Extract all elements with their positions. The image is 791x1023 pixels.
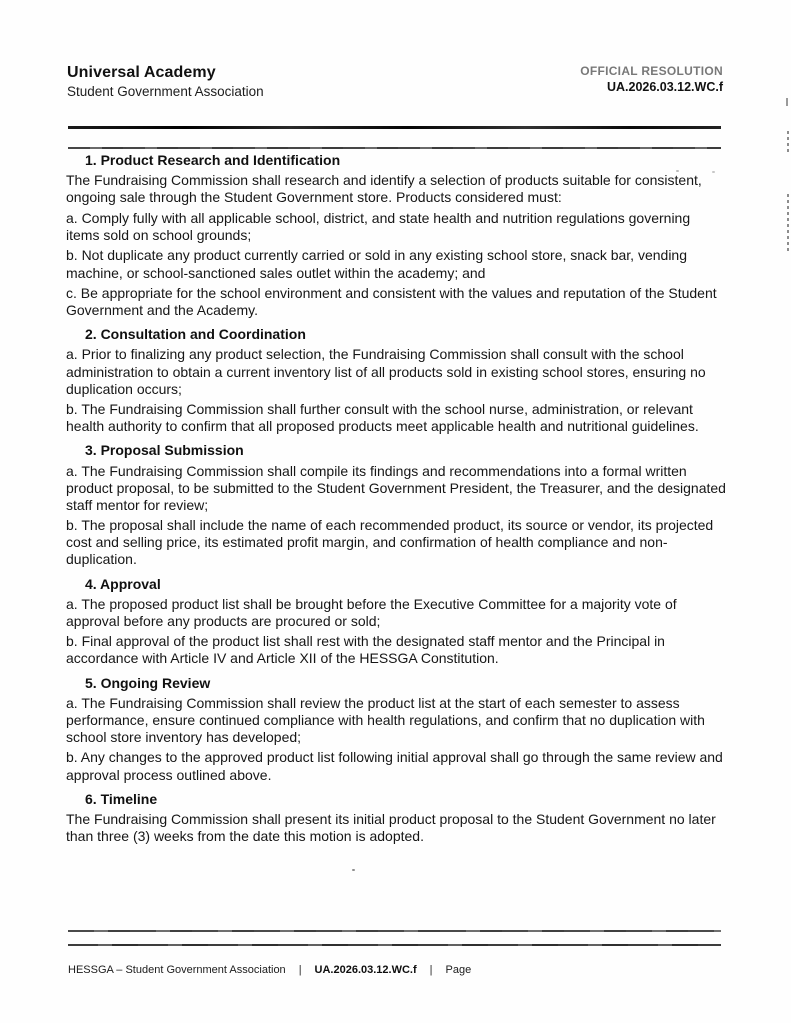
scan-speck [352, 869, 355, 871]
paragraph: a. Comply fully with all applicable school, district, and state health and nutrition regulations governing items sold on school grounds; [66, 209, 691, 243]
scan-speck [712, 171, 715, 173]
top-rule-thick [68, 126, 721, 129]
org-name: Universal Academy [67, 64, 216, 81]
footer-doc-id: UA.2026.03.12.WC.f [314, 964, 417, 976]
section-timeline [66, 791, 726, 845]
section-approval [66, 576, 726, 668]
section-heading: 1. Product Research and Identification [85, 152, 341, 168]
paragraph: The Fundraising Commission shall research and identify a selection of products suitable for consistent, ongoing sale through the Student Government store. Products considered must: [66, 172, 702, 206]
section-heading: 5. Ongoing Review [85, 674, 211, 691]
scan-speck [676, 170, 679, 172]
bottom-rule-upper [68, 930, 721, 932]
paragraph: a. Prior to finalizing any product selection, the Fundraising Commission shall consult with the school administration to obtain a current inventory list of all products sold in existing school stores, ensuring no duplication occurs; [66, 346, 706, 397]
section-consultation [66, 326, 726, 435]
scan-artifact [787, 194, 789, 252]
section-ongoing-review [66, 675, 726, 784]
footer-separator: | [298, 964, 302, 976]
paragraph: a. The Fundraising Commission shall review the product list at the start of each semester to assess performance, ensure continued compliance with health regulations, and confirm that no duplication with school store inventory has developed; [66, 694, 705, 745]
header-resolution-block [580, 64, 723, 94]
paragraph: b. Any changes to the approved product list following initial approval shall go through the same review and approval process outlined above. [66, 749, 723, 783]
paragraph: The Fundraising Commission shall present its initial product proposal to the Student Government no later than three (3) weeks from the date this motion is adopted. [66, 810, 716, 844]
footer-page-label: Page [445, 964, 472, 976]
section-proposal-submission [66, 442, 726, 568]
scan-artifact [786, 98, 788, 106]
footer-separator: | [429, 964, 433, 976]
footer-org: HESSGA – Student Government Association [68, 964, 286, 976]
paragraph: b. Final approval of the product list shall rest with the designated staff mentor and the Principal in accordance with Article IV and Article XII of the HESSGA Constitution. [66, 633, 665, 667]
paragraph: b. The Fundraising Commission shall further consult with the school nurse, administration, or relevant health authority to confirm that all proposed products meet applicable health and nutritional guidelines. [66, 401, 699, 435]
section-product-research [66, 152, 726, 319]
doc-type-label: OFFICIAL RESOLUTION [580, 64, 723, 78]
org-subtitle: Student Government Association [67, 84, 264, 99]
section-heading: 6. Timeline [85, 790, 158, 807]
paragraph: b. The proposal shall include the name of each recommended product, its source or vendor, its projected cost and selling price, its estimated profit margin, and confirmation of health compliance and non-duplication. [66, 517, 714, 568]
document-footer [68, 964, 471, 976]
document-body [66, 151, 726, 848]
paragraph: a. The proposed product list shall be brought before the Executive Committee for a majority vote of approval before any products are procured or sold; [66, 595, 677, 629]
section-heading: 2. Consultation and Coordination [85, 326, 306, 343]
paragraph: a. The Fundraising Commission shall compile its findings and recommendations into a formal written product proposal, to be submitted to the Student Government President, the Treasurer, and the designated staff mentor for review; [66, 462, 726, 513]
top-rule-thin [68, 147, 721, 149]
paragraph: c. Be appropriate for the school environment and consistent with the values and reputation of the Student Government and the Academy. [66, 285, 717, 319]
scan-artifact [787, 131, 789, 153]
document-header [67, 64, 723, 99]
bottom-rule-lower [68, 944, 721, 946]
doc-id: UA.2026.03.12.WC.f [606, 80, 723, 94]
header-org-block [67, 64, 264, 99]
paragraph: b. Not duplicate any product currently carried or sold in any existing school store, snack bar, vending machine, or school-sanctioned sales outlet within the academy; and [66, 247, 687, 281]
section-heading: 3. Proposal Submission [85, 442, 244, 459]
section-heading: 4. Approval [85, 575, 161, 592]
